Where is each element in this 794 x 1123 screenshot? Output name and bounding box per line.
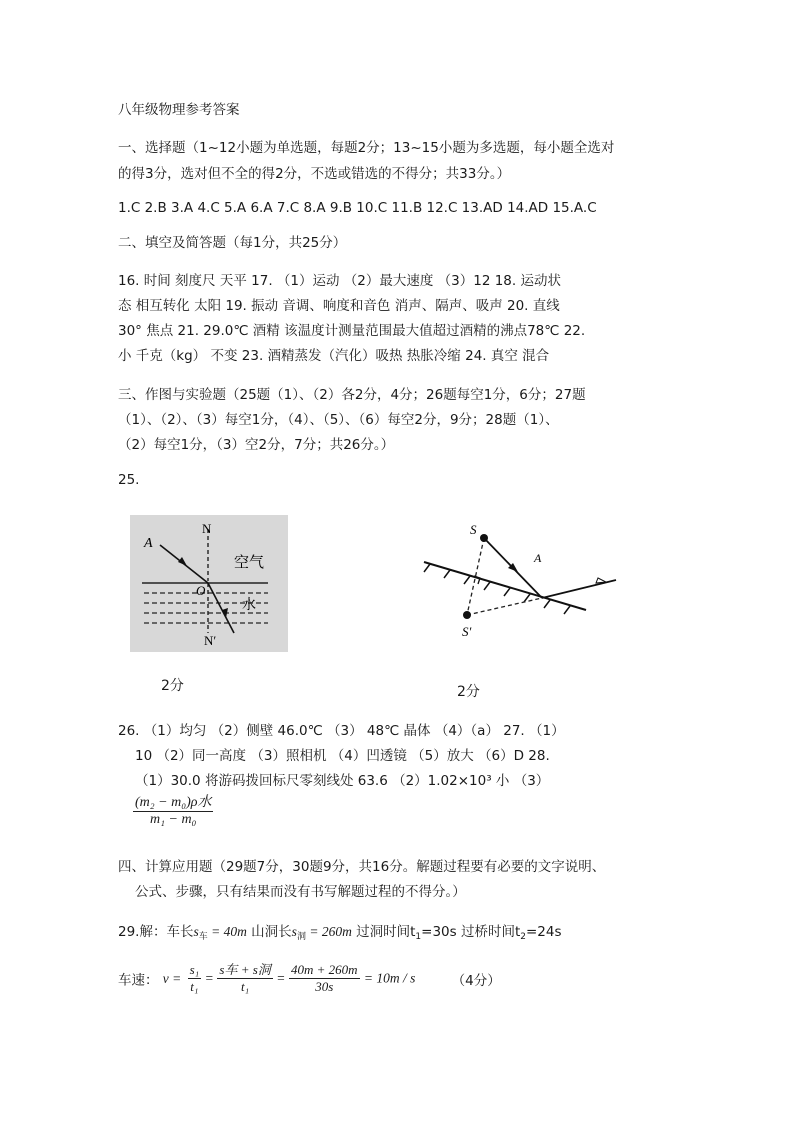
speed-f1-num: s₁ — [189, 962, 200, 977]
section2-line1: 16. 时间 刻度尺 天平 17. （1）运动 （2）最大速度 （3）12 18. 运动状 — [118, 273, 561, 289]
question-26-line1: 26. （1）均匀 （2）侧壁 46.0℃ （3） 48℃ 晶体 （4）（a） 27. （1） — [118, 723, 565, 739]
section2-line2: 态 相互转化 太阳 19. 振动 音调、响度和音色 消声、隔声、吸声 20. 直线 — [118, 298, 560, 314]
fig1-score: 2分 — [161, 678, 184, 694]
q29-t2-value: =24s — [525, 924, 562, 940]
q29-tunnel-label: 山洞长 — [246, 924, 292, 940]
section1-header-line1: 一、选择题（1~12小题为单选题，每题2分；13~15小题为多选题，每小题全选对 — [118, 140, 615, 156]
q29-s-tunnel-value: = 260m — [305, 924, 352, 939]
density-formula-numerator: (m₂ − m₀)ρ水 — [135, 795, 212, 810]
speed-score: （4分） — [451, 972, 501, 989]
fig2-label-s: S — [470, 522, 477, 537]
page-title: 八年级物理参考答案 — [118, 102, 240, 118]
density-formula-denominator: m₁ − m₀ — [150, 812, 197, 827]
speed-f3-num: 40m + 260m — [291, 962, 358, 977]
question-26-line3: （1）30.0 将游码拨回标尺零刻线处 63.6 （2）1.02×10³ 小 （3） — [135, 773, 550, 789]
section2-line4: 小 千克（kg） 不变 23. 酒精蒸发（汽化）吸热 热胀冷缩 24. 真空 混合 — [118, 348, 550, 364]
speed-f3-den: 30s — [315, 979, 334, 994]
speed-v: v = — [162, 970, 182, 986]
section4-header-line2: 公式、步骤，只有结果而没有书写解题过程的不得分。） — [135, 884, 466, 900]
speed-equation — [118, 962, 501, 995]
speed-eq2: = — [277, 970, 285, 986]
fig1-label-n: N — [202, 521, 212, 536]
q29-intro: 29.解：车长 — [118, 924, 194, 940]
q29-t1-value: =30s 过桥时间t — [421, 924, 521, 940]
speed-label: 车速： — [118, 972, 159, 989]
refraction-figure — [130, 515, 288, 652]
section1-answers: 1.C 2.B 3.A 4.C 5.A 6.A 7.C 8.A 9.B 10.C 11.B 12.C 13.AD 14.AD 15.A.C — [118, 200, 597, 216]
section2-line3: 30° 焦点 21. 29.0℃ 酒精 该温度计测量范围最大值超过酒精的沸点78℃ 22. — [118, 323, 586, 339]
q29-s-car-sub: 车 — [198, 932, 208, 942]
q29-t2-sub: 2 — [520, 932, 526, 942]
fig1-label-o: O — [196, 583, 206, 598]
q29-t1-text: 过洞时间t — [351, 924, 416, 940]
section3-header-line3: （2）每空1分，（3）空2分，7分；共26分。） — [118, 437, 395, 453]
q29-s-car-value: = 40m — [207, 924, 247, 939]
speed-eq1: = — [205, 970, 214, 986]
speed-f1-den: t₁ — [190, 979, 199, 994]
speed-f2-den: t₁ — [241, 979, 250, 994]
fig2-label-s-prime: S′ — [462, 624, 472, 639]
q29-s-tunnel: s — [291, 924, 297, 939]
section3-header-line1: 三、作图与实验题（25题（1）、（2）各2分，4分；26题每空1分，6分；27题 — [118, 387, 586, 403]
fig1-label-water: 水 — [242, 598, 256, 613]
question-29-given — [118, 923, 562, 946]
fig1-label-n-prime: N′ — [204, 633, 217, 648]
speed-result: = 10m / s — [363, 970, 416, 986]
section4-header-line1: 四、计算应用题（29题7分，30题9分，共16分。解题过程要有必要的文字说明、 — [118, 859, 606, 875]
speed-f2-num: s车 + s洞 — [219, 962, 271, 977]
q29-s-tunnel-sub: 洞 — [296, 932, 306, 942]
section2-header: 二、填空及简答题（每1分，共25分） — [118, 235, 347, 251]
question-25-label: 25. — [118, 472, 140, 488]
fig2-score: 2分 — [457, 684, 480, 700]
q29-t1-sub: 1 — [415, 932, 422, 942]
fig1-label-air: 空气 — [234, 555, 265, 571]
question-26-line2: 10 （2）同一高度 （3）照相机 （4）凹透镜 （5）放大 （6）D 28. — [135, 748, 550, 764]
mirror-figure — [420, 520, 620, 650]
q29-s-car: s — [193, 924, 199, 939]
section3-header-line2: （1）、（2）、（3）每空1分，（4）、（5）、（6）每空2分，9分；28题（1）、 — [118, 412, 559, 428]
section1-header-line2: 的得3分，选对但不全的得2分，不选或错选的不得分；共33分。） — [118, 166, 511, 182]
density-formula — [133, 795, 213, 828]
fig2-label-a: A — [534, 551, 542, 565]
fig1-label-a: A — [144, 536, 153, 551]
